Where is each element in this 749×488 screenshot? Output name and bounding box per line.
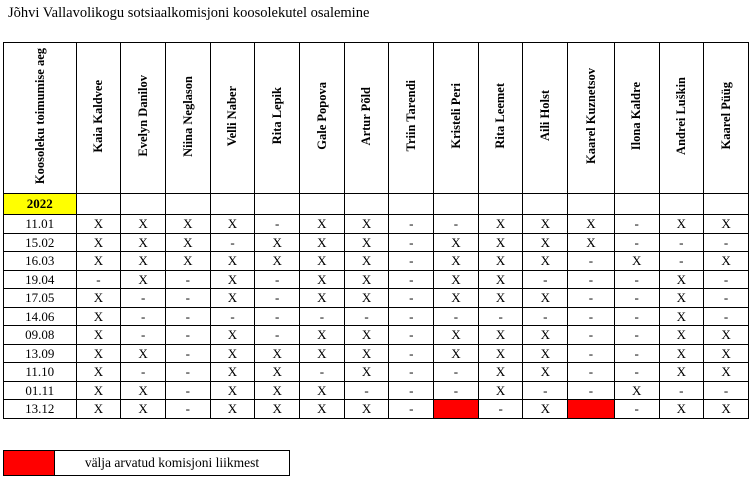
attendance-cell: -: [344, 307, 389, 326]
attendance-cell: X: [659, 326, 704, 345]
attendance-cell: X: [300, 326, 345, 345]
attendance-cell: -: [568, 326, 615, 345]
column-header-member-10: [523, 43, 568, 194]
attendance-cell: -: [614, 289, 659, 308]
attendance-cell: X: [210, 381, 255, 400]
attendance-cell: -: [659, 233, 704, 252]
attendance-cell: X: [523, 363, 568, 382]
attendance-cell: -: [568, 307, 615, 326]
table-header: [4, 43, 749, 194]
year-row-filler: [659, 194, 704, 215]
attendance-cell: X: [76, 307, 121, 326]
column-header-member-label: Kristeli Peri: [448, 83, 463, 149]
attendance-cell: -: [121, 307, 166, 326]
attendance-cell: X: [165, 252, 210, 271]
attendance-cell: -: [389, 381, 434, 400]
column-header-member-label: Ilona Kaldre: [629, 81, 644, 151]
attendance-cell: -: [389, 252, 434, 271]
attendance-cell: -: [568, 344, 615, 363]
attendance-cell: X: [478, 233, 523, 252]
attendance-cell: -: [255, 270, 300, 289]
attendance-cell: X: [300, 344, 345, 363]
meeting-date-cell: 01.11: [4, 381, 77, 400]
attendance-cell: X: [659, 344, 704, 363]
attendance-cell: -: [389, 270, 434, 289]
attendance-cell: X: [121, 233, 166, 252]
attendance-cell: -: [478, 307, 523, 326]
year-row-filler: [300, 194, 345, 215]
attendance-cell: X: [255, 381, 300, 400]
attendance-cell: -: [568, 289, 615, 308]
attendance-cell: X: [523, 344, 568, 363]
column-header-member-label: Evelyn Danilov: [135, 75, 150, 157]
meeting-date-cell: 15.02: [4, 233, 77, 252]
attendance-cell: X: [121, 400, 166, 419]
meeting-date-cell: 09.08: [4, 326, 77, 345]
attendance-cell: X: [344, 326, 389, 345]
column-header-member-label: Artur Põld: [359, 86, 374, 146]
attendance-cell: X: [478, 363, 523, 382]
attendance-cell: -: [389, 400, 434, 419]
attendance-cell: -: [165, 381, 210, 400]
table-row: [4, 215, 749, 234]
attendance-cell: X: [704, 215, 749, 234]
attendance-cell: X: [344, 344, 389, 363]
column-header-member-label: Rita Lepik: [269, 87, 284, 145]
column-header-date: [4, 43, 77, 194]
attendance-cell: X: [344, 270, 389, 289]
meeting-date-cell: 14.06: [4, 307, 77, 326]
year-row-filler: [76, 194, 121, 215]
column-header-member-label: Aili Holst: [538, 90, 553, 142]
year-row-filler: [704, 194, 749, 215]
table-row: [4, 289, 749, 308]
attendance-cell: X: [614, 252, 659, 271]
attendance-table: [3, 42, 749, 419]
attendance-cell: X: [300, 381, 345, 400]
attendance-cell: -: [121, 326, 166, 345]
column-header-member-label: Andrei Luškin: [674, 77, 689, 155]
attendance-cell: X: [210, 344, 255, 363]
year-row-filler: [255, 194, 300, 215]
attendance-cell: X: [121, 270, 166, 289]
attendance-cell: X: [76, 344, 121, 363]
attendance-cell: -: [389, 307, 434, 326]
attendance-cell: -: [704, 270, 749, 289]
attendance-cell: X: [614, 381, 659, 400]
attendance-cell: X: [478, 289, 523, 308]
attendance-cell: -: [614, 270, 659, 289]
meeting-date-cell: 11.10: [4, 363, 77, 382]
attendance-cell: X: [344, 252, 389, 271]
attendance-cell: X: [659, 215, 704, 234]
column-header-member-9: [478, 43, 523, 194]
year-row-filler: [434, 194, 479, 215]
column-header-member-11: [568, 43, 615, 194]
attendance-cell: X: [300, 400, 345, 419]
attendance-cell: X: [121, 215, 166, 234]
attendance-cell: X: [659, 307, 704, 326]
column-header-member-8: [434, 43, 479, 194]
attendance-cell: X: [659, 400, 704, 419]
column-header-member-label: Velli Naber: [225, 85, 240, 147]
column-header-member-label: Niina Neglason: [180, 75, 195, 157]
attendance-cell: -: [523, 381, 568, 400]
attendance-cell: X: [523, 326, 568, 345]
attendance-cell: -: [165, 307, 210, 326]
attendance-cell: -: [434, 381, 479, 400]
year-row: [4, 194, 749, 215]
attendance-cell: X: [300, 233, 345, 252]
attendance-cell: X: [434, 270, 479, 289]
attendance-cell: -: [389, 344, 434, 363]
attendance-cell: X: [704, 252, 749, 271]
year-row-filler: [210, 194, 255, 215]
attendance-cell: -: [704, 233, 749, 252]
attendance-cell: -: [704, 381, 749, 400]
meeting-date-cell: 16.03: [4, 252, 77, 271]
attendance-cell: X: [76, 400, 121, 419]
attendance-cell: X: [704, 363, 749, 382]
attendance-cell: X: [659, 289, 704, 308]
attendance-cell: -: [255, 289, 300, 308]
attendance-cell: X: [76, 381, 121, 400]
attendance-cell: -: [434, 363, 479, 382]
attendance-cell: -: [704, 307, 749, 326]
attendance-cell: X: [165, 233, 210, 252]
column-header-member-3: [210, 43, 255, 194]
attendance-cell: -: [614, 307, 659, 326]
legend-row: [4, 451, 290, 476]
legend-color-swatch: [4, 451, 55, 476]
table-body: [4, 194, 749, 419]
attendance-cell: -: [704, 289, 749, 308]
attendance-cell: X: [344, 289, 389, 308]
meeting-date-cell: 13.09: [4, 344, 77, 363]
attendance-cell: -: [165, 289, 210, 308]
table-row: [4, 381, 749, 400]
attendance-cell: -: [568, 363, 615, 382]
attendance-cell: -: [568, 270, 615, 289]
attendance-cell: -: [614, 326, 659, 345]
table-row: [4, 307, 749, 326]
attendance-cell: -: [121, 289, 166, 308]
attendance-cell: X: [165, 215, 210, 234]
table-header-row: [4, 43, 749, 194]
column-header-member-14: [704, 43, 749, 194]
year-row-filler: [344, 194, 389, 215]
meeting-date-cell: 13.12: [4, 400, 77, 419]
attendance-cell: -: [659, 381, 704, 400]
attendance-cell: -: [300, 363, 345, 382]
column-header-member-label: Gale Popova: [314, 82, 329, 150]
attendance-cell: -: [614, 344, 659, 363]
attendance-cell: X: [300, 252, 345, 271]
column-header-member-12: [614, 43, 659, 194]
attendance-cell: X: [434, 252, 479, 271]
year-label: 2022: [4, 194, 77, 215]
attendance-cell: -: [523, 270, 568, 289]
attendance-cell: -: [389, 233, 434, 252]
attendance-cell: -: [389, 326, 434, 345]
attendance-cell: -: [76, 270, 121, 289]
attendance-cell: -: [255, 215, 300, 234]
attendance-cell: X: [659, 270, 704, 289]
year-row-filler: [614, 194, 659, 215]
legend-label: välja arvatud komisjoni liikmest: [55, 451, 290, 476]
attendance-cell: -: [255, 326, 300, 345]
column-header-member-label: Rita Leemet: [493, 83, 508, 149]
attendance-cell: X: [255, 252, 300, 271]
attendance-cell: X: [76, 363, 121, 382]
attendance-cell: X: [434, 289, 479, 308]
attendance-cell: -: [210, 233, 255, 252]
attendance-cell: -: [300, 307, 345, 326]
attendance-cell: -: [614, 233, 659, 252]
table-row: [4, 233, 749, 252]
attendance-cell: -: [210, 307, 255, 326]
attendance-cell: X: [255, 363, 300, 382]
attendance-cell: X: [210, 363, 255, 382]
attendance-cell-excluded: [568, 400, 615, 419]
column-header-member-1: [121, 43, 166, 194]
attendance-cell: X: [434, 326, 479, 345]
attendance-cell: -: [523, 307, 568, 326]
attendance-cell: -: [389, 289, 434, 308]
attendance-cell: X: [76, 289, 121, 308]
attendance-cell: X: [210, 400, 255, 419]
table-row: [4, 252, 749, 271]
attendance-cell: -: [165, 344, 210, 363]
attendance-cell: X: [523, 252, 568, 271]
attendance-cell: X: [523, 233, 568, 252]
attendance-cell: X: [704, 400, 749, 419]
attendance-cell: X: [210, 289, 255, 308]
attendance-cell: X: [523, 215, 568, 234]
year-row-filler: [568, 194, 615, 215]
attendance-cell: -: [389, 215, 434, 234]
attendance-cell: X: [704, 344, 749, 363]
attendance-cell: X: [568, 215, 615, 234]
attendance-cell: -: [614, 400, 659, 419]
column-header-member-4: [255, 43, 300, 194]
table-row: [4, 270, 749, 289]
attendance-cell: -: [614, 363, 659, 382]
year-row-filler: [389, 194, 434, 215]
attendance-cell: -: [568, 381, 615, 400]
attendance-cell: X: [344, 400, 389, 419]
attendance-cell: X: [76, 252, 121, 271]
attendance-cell: X: [478, 326, 523, 345]
attendance-cell: X: [121, 381, 166, 400]
attendance-cell: X: [478, 381, 523, 400]
column-header-member-label: Kaia Kaldvee: [91, 79, 106, 153]
legend: [3, 450, 290, 476]
column-header-member-label: Triin Tarendi: [403, 80, 418, 152]
attendance-cell: X: [434, 233, 479, 252]
attendance-cell: X: [659, 363, 704, 382]
attendance-cell: -: [344, 381, 389, 400]
attendance-cell: -: [614, 215, 659, 234]
attendance-cell: X: [300, 289, 345, 308]
attendance-cell: X: [255, 344, 300, 363]
column-header-member-6: [344, 43, 389, 194]
attendance-cell: X: [434, 344, 479, 363]
attendance-cell: X: [523, 400, 568, 419]
attendance-cell: X: [210, 252, 255, 271]
attendance-cell: X: [121, 252, 166, 271]
attendance-cell: -: [165, 400, 210, 419]
attendance-cell: -: [659, 252, 704, 271]
meeting-date-cell: 11.01: [4, 215, 77, 234]
attendance-cell: X: [255, 233, 300, 252]
table-row: [4, 344, 749, 363]
attendance-cell: X: [704, 326, 749, 345]
year-row-filler: [523, 194, 568, 215]
attendance-cell: X: [121, 344, 166, 363]
attendance-cell: X: [300, 270, 345, 289]
attendance-cell: X: [478, 344, 523, 363]
attendance-cell: X: [478, 215, 523, 234]
attendance-cell: -: [478, 400, 523, 419]
column-header-member-0: [76, 43, 121, 194]
attendance-cell: X: [344, 363, 389, 382]
attendance-cell: X: [478, 270, 523, 289]
attendance-cell: X: [210, 326, 255, 345]
attendance-cell-excluded: [434, 400, 479, 419]
attendance-cell: X: [568, 233, 615, 252]
year-row-filler: [121, 194, 166, 215]
column-header-member-2: [165, 43, 210, 194]
attendance-cell: -: [165, 326, 210, 345]
attendance-cell: -: [165, 270, 210, 289]
column-header-member-5: [300, 43, 345, 194]
attendance-cell: -: [165, 363, 210, 382]
attendance-cell: X: [76, 233, 121, 252]
column-header-member-7: [389, 43, 434, 194]
attendance-cell: X: [76, 215, 121, 234]
attendance-cell: X: [344, 233, 389, 252]
attendance-cell: -: [568, 252, 615, 271]
attendance-cell: X: [210, 215, 255, 234]
column-header-member-label: Kaarel Püüg: [718, 82, 733, 150]
attendance-cell: -: [255, 307, 300, 326]
attendance-cell: X: [255, 400, 300, 419]
table-row: [4, 400, 749, 419]
attendance-cell: X: [478, 252, 523, 271]
year-row-filler: [478, 194, 523, 215]
attendance-cell: -: [434, 307, 479, 326]
meeting-date-cell: 17.05: [4, 289, 77, 308]
attendance-cell: -: [389, 363, 434, 382]
attendance-cell: X: [300, 215, 345, 234]
meeting-date-cell: 19.04: [4, 270, 77, 289]
table-row: [4, 363, 749, 382]
year-row-filler: [165, 194, 210, 215]
table-row: [4, 326, 749, 345]
attendance-cell: X: [523, 289, 568, 308]
page-title: Jõhvi Vallavolikogu sotsiaalkomisjoni koosolekutel osalemine: [8, 5, 370, 21]
attendance-cell: X: [344, 215, 389, 234]
attendance-cell: X: [210, 270, 255, 289]
attendance-cell: -: [121, 363, 166, 382]
attendance-cell: -: [434, 215, 479, 234]
attendance-cell: X: [76, 326, 121, 345]
column-header-member-13: [659, 43, 704, 194]
column-header-member-label: Kaarel Kuznetsov: [583, 68, 598, 164]
column-header-date-label: Koosoleku toimumise aeg: [32, 47, 47, 185]
